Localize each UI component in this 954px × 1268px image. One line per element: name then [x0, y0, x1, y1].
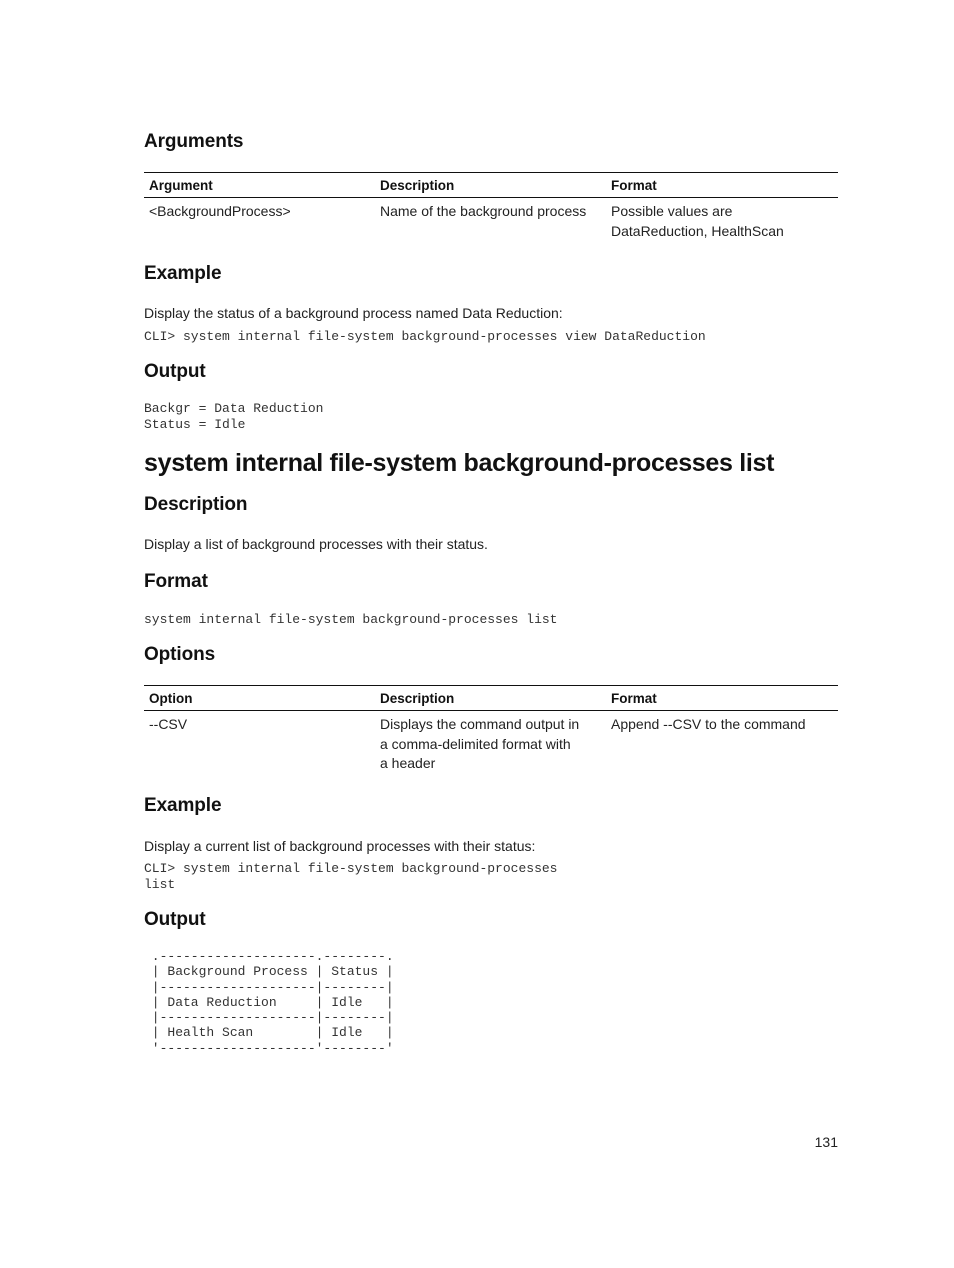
column-header-option: Option	[149, 690, 193, 706]
format-cell	[607, 202, 838, 241]
format-code: system internal file-system background-processes list	[144, 612, 558, 627]
example-heading: Example	[144, 263, 222, 284]
output-code: Backgr = Data Reduction Status = Idle	[144, 401, 324, 432]
arguments-heading: Arguments	[144, 131, 244, 152]
format-heading: Format	[144, 571, 208, 592]
table-row	[144, 711, 838, 774]
format-line: Possible values are	[611, 203, 733, 219]
options-table	[144, 685, 838, 774]
description-cell: Name of the background process	[380, 203, 587, 219]
output-heading: Output	[144, 909, 206, 930]
description-text: Display a list of background processes with their status.	[144, 536, 488, 552]
output-table-ascii: .--------------------.--------. | Background Process | Status | |--------------------|--------| | Data Reduction | Idle | |--------------------|--------| | Health Scan | Idle | '--------------------'--------'	[151, 949, 394, 1056]
example-heading: Example	[144, 795, 222, 816]
options-heading: Options	[144, 644, 216, 665]
column-header-description: Description	[380, 690, 455, 706]
table-row	[144, 198, 838, 241]
arguments-table	[144, 172, 838, 241]
column-header-format: Format	[611, 690, 657, 706]
description-heading: Description	[144, 494, 248, 515]
column-header-description: Description	[380, 177, 455, 193]
format-cell: Append --CSV to the command	[611, 716, 806, 732]
option-cell: --CSV	[149, 716, 188, 732]
output-heading: Output	[144, 361, 206, 382]
example-code: CLI> system internal file-system background-processes list	[144, 861, 558, 892]
example-code: CLI> system internal file-system background-processes view DataReduction	[144, 329, 706, 344]
example-text: Display the status of a background process named Data Reduction:	[144, 305, 563, 321]
column-header-format: Format	[611, 177, 657, 193]
format-line: DataReduction, HealthScan	[611, 222, 784, 239]
options-table-header	[144, 686, 838, 711]
column-header-argument: Argument	[149, 177, 213, 193]
section-title: system internal file-system background-processes list	[144, 449, 775, 477]
argument-cell: <BackgroundProcess>	[149, 203, 291, 219]
description-cell: Displays the command output in a comma-delimited format with a header	[380, 716, 580, 771]
example-text: Display a current list of background processes with their status:	[144, 838, 536, 854]
arguments-table-header	[144, 173, 838, 198]
page-number: 131	[814, 1134, 838, 1150]
